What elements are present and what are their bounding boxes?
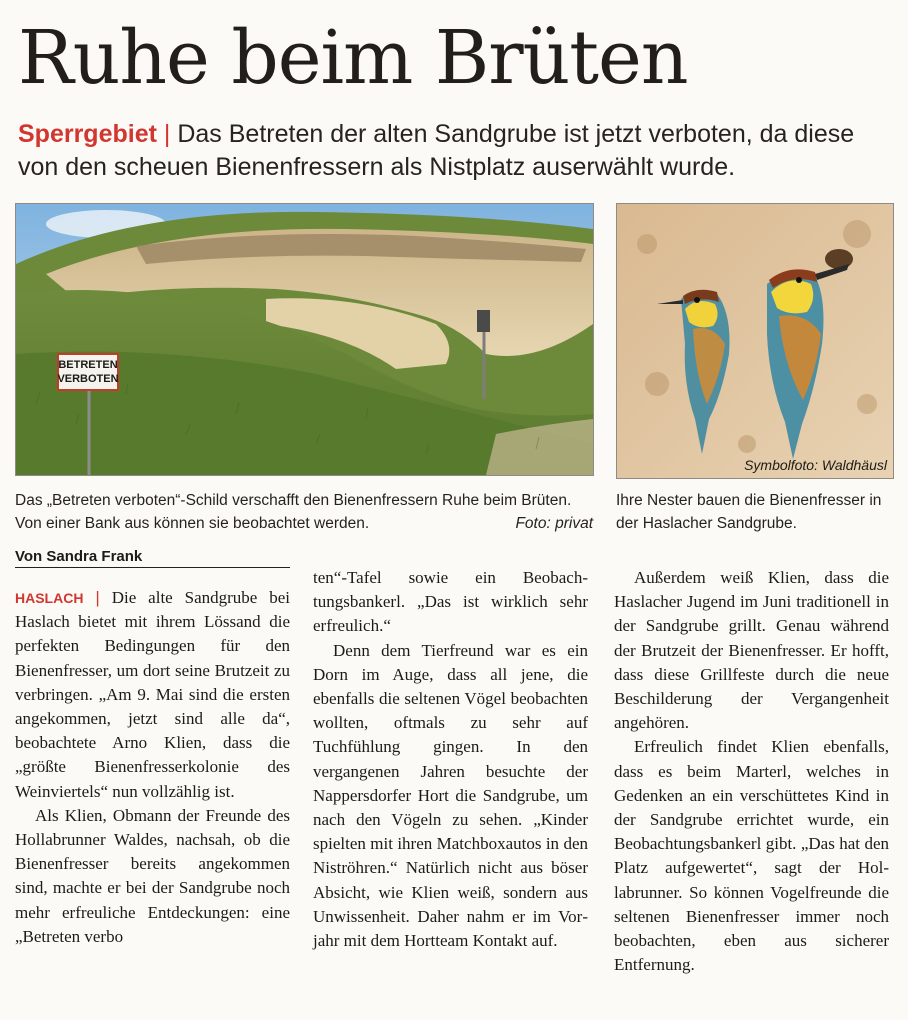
paragraph <box>15 586 290 804</box>
photo-caption-right: Ihre Nester bauen die Bienenfresser in der Haslacher Sandgrube. <box>616 492 882 532</box>
photo-credit-left: Foto: privat <box>515 515 593 532</box>
article-column-1 <box>15 586 290 949</box>
bee-eater-illustration <box>617 204 893 478</box>
paragraph: Als Klien, Obmann der Freunde des Hollabrunner Waldes, nachsah, ob die Bienenfresser bereits angekommen sind, machte er bei der Sandgrube noch mehr erfreuliche Entdeckungen: eine „Betreten verbo <box>15 805 290 946</box>
bee-eater-photo <box>616 203 894 479</box>
paragraph: Erfreulich findet Klien ebenfalls, dass es beim Marterl, welches in Gedenken an ein verschüttetes Kind in der Sandgrube errichtet wurde, ein Beobachtungsbankerl gibt. „Das hat den Platz aufgewertet“, sagt der Hollabrunner. So können Vogelfreunde die seltenen Bienenfresser immer noch beobachten, eben aus sicherer Entfernung. <box>614 737 889 975</box>
sandpit-illustration <box>16 204 593 475</box>
paragraph: Denn dem Tierfreund war es ein Dorn im Auge, dass all jene, die ebenfalls die seltenen Vögel beobachten wollten, oftmals zu sehr auf Tuchfühlung gingen. In den vergangenen Jahren besuchte der Nappersdorfer Hort die Sandgrube, um nach den Vögeln zu sehen. „Kinder spielten mit ihren Matchboxautos in den Niströhren.“ Natürlich nicht aus böser Absicht, wie Klien weiß, sondern aus Unwissenheit. Daher nahm er im Vorjahr mit dem Hortteam Kontakt auf. <box>313 640 588 951</box>
paragraph: Außerdem weiß Klien, dass die Haslacher Jugend im Juni traditionell in der Sandgrube grillt. Genau während der Brutzeit der Bienenfresser. Er hofft, dass diese Grillfeste durch die neue Beschilderung der Vergangenheit angehören. <box>614 568 889 733</box>
article-column-3 <box>614 566 889 977</box>
sandpit-photo <box>15 203 594 476</box>
photo-caption-left <box>15 489 593 535</box>
subhead-separator: | <box>163 120 171 148</box>
subheadline <box>18 118 898 184</box>
photo-credit-right: Symbolfoto: Waldhäusl <box>744 457 887 473</box>
headline: Ruhe beim Brüten <box>18 15 688 101</box>
paragraph-text: Die alte Sandgrube bei Haslach bietet mit ihrem Lössand die perfekten Bedingungen für den Bienenfresser, um dort seine Brutzeit zu verbringen. „Am 9. Mai sind die ersten angekommen, jetzt sind alle da“, beobachtete Arno Klien, dass die „größte Bienenfresserkolonie des Weinviertels“ nun vollzählig ist. <box>15 588 291 801</box>
sign-line-1: BETRETEN <box>58 359 118 371</box>
subhead-text: Das Betreten der alten Sandgrube ist jetzt verboten, da diese von den scheuen Bienenfressern als Nistplatz auserwählt wurde. <box>18 120 855 181</box>
dateline-separator: | <box>95 588 100 607</box>
caption-text-left: Das „Betreten verboten“-Schild verschafft den Bienenfressern Ruhe beim Brüten. Von einer Bank aus können sie beobachtet werden. <box>15 492 572 532</box>
sign-line-2: VERBOTEN <box>57 373 119 385</box>
byline: Von Sandra Frank <box>15 548 290 568</box>
dateline: HASLACH <box>15 590 84 606</box>
subhead-kicker: Sperrgebiet <box>18 120 157 148</box>
paragraph: ten“-Tafel sowie ein Beobachtungsbankerl. „Das ist wirklich sehr erfreulich.“ <box>313 568 588 636</box>
article-column-2 <box>313 566 588 953</box>
